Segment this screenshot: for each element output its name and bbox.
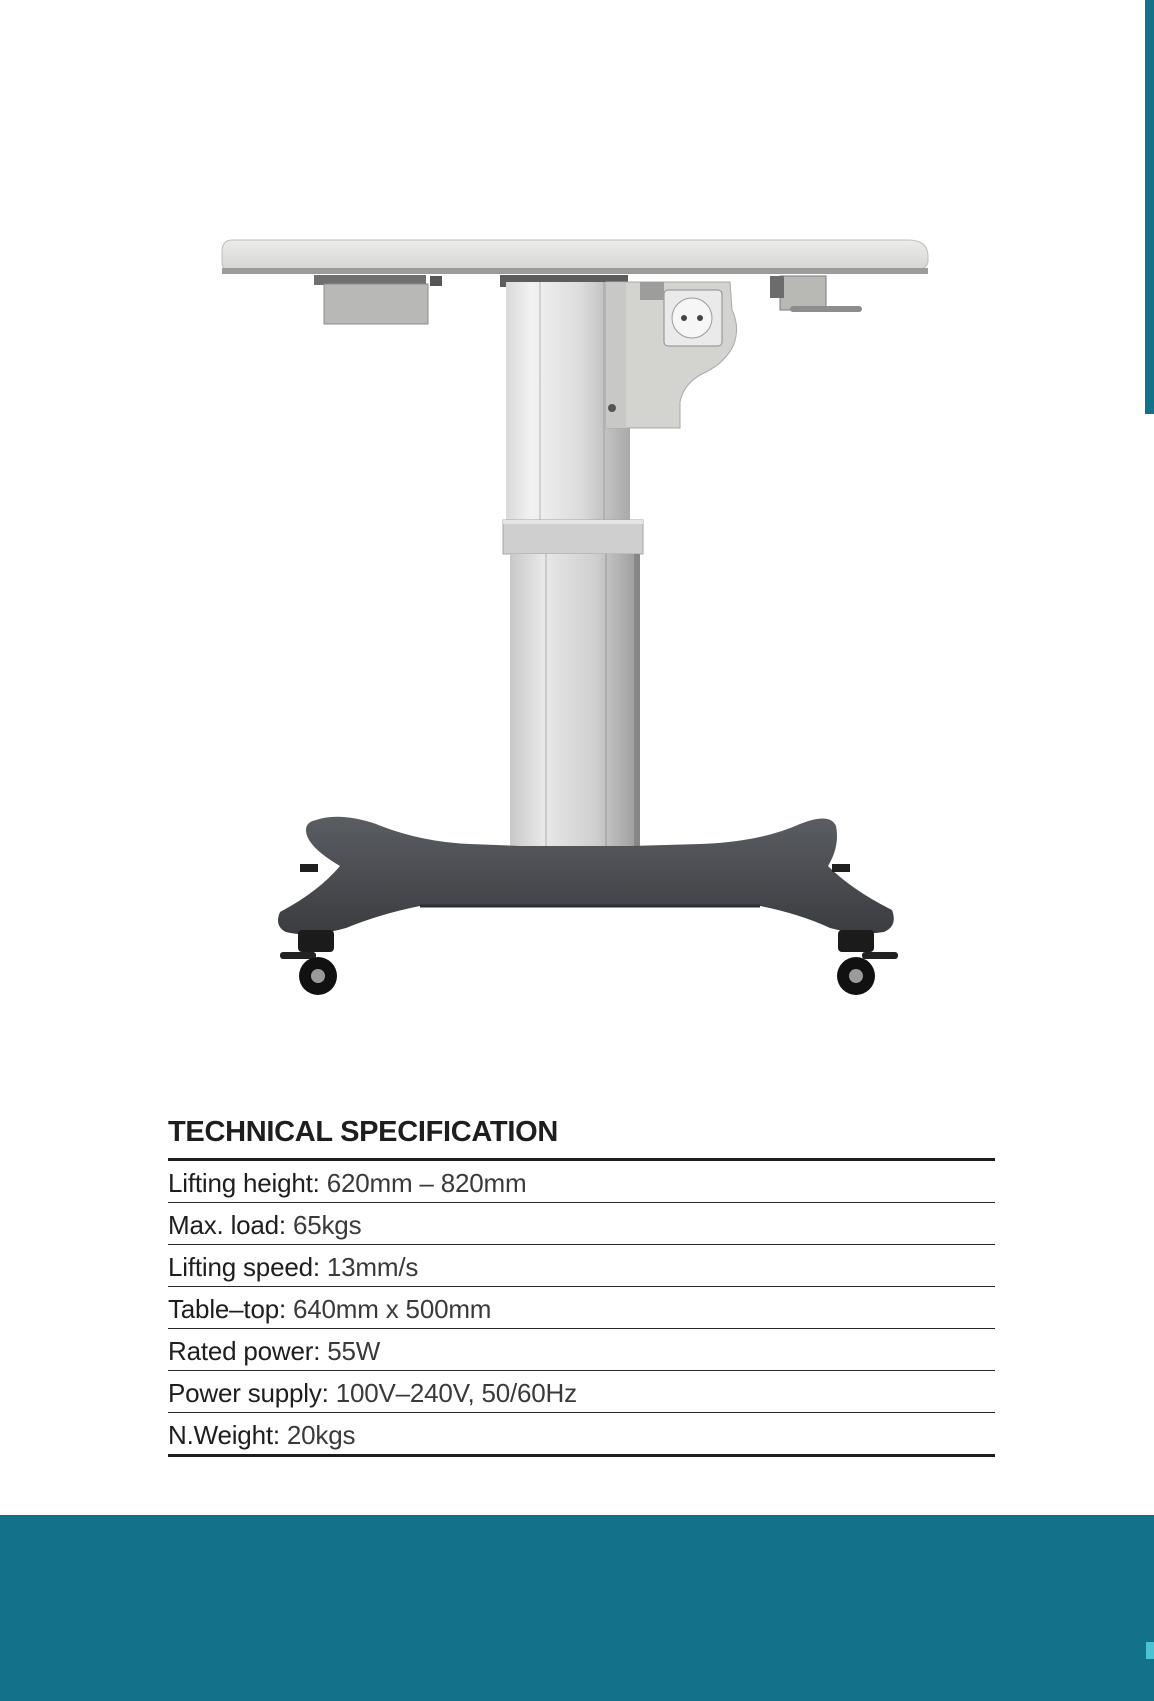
spec-label: Table–top:: [168, 1294, 294, 1324]
spec-row-table-top: [168, 1287, 995, 1329]
table-top: [222, 240, 928, 274]
spec-label: N.Weight:: [168, 1420, 287, 1450]
spec-value: 55W: [327, 1336, 381, 1366]
spec-label: Lifting height:: [168, 1168, 327, 1198]
spec-list: [168, 1161, 995, 1457]
spec-row-power-supply: [168, 1371, 995, 1413]
power-socket: [606, 282, 737, 428]
technical-specification: [168, 1112, 995, 1457]
spec-label: Max. load:: [168, 1210, 293, 1240]
spec-label: Lifting speed:: [168, 1252, 327, 1282]
column-lower: [510, 554, 640, 894]
spec-value: 65kgs: [292, 1210, 362, 1240]
spec-row-lifting-height: [168, 1161, 995, 1203]
spec-value: 620mm – 820mm: [326, 1168, 527, 1198]
column-collar: [503, 520, 643, 554]
spec-row-rated-power: [168, 1329, 995, 1371]
spec-value: 100V–240V, 50/60Hz: [335, 1378, 577, 1408]
spec-heading: TECHNICAL SPECIFICATION: [168, 1116, 558, 1148]
footer-band: [0, 1515, 1154, 1701]
footer-accent-square: [1146, 1642, 1154, 1659]
caster-right: [837, 930, 898, 995]
spec-value: 13mm/s: [326, 1252, 419, 1282]
caster-left: [280, 930, 337, 995]
spec-label: Power supply:: [168, 1378, 336, 1408]
spec-row-max-load: [168, 1203, 995, 1245]
control-bracket: [770, 276, 862, 312]
spec-row-lifting-speed: [168, 1245, 995, 1287]
drawer-box: [314, 275, 442, 324]
spec-row-net-weight: [168, 1413, 995, 1457]
spec-label: Rated power:: [168, 1336, 328, 1366]
spec-value: 640mm x 500mm: [293, 1294, 492, 1324]
spec-value: 20kgs: [286, 1420, 356, 1450]
